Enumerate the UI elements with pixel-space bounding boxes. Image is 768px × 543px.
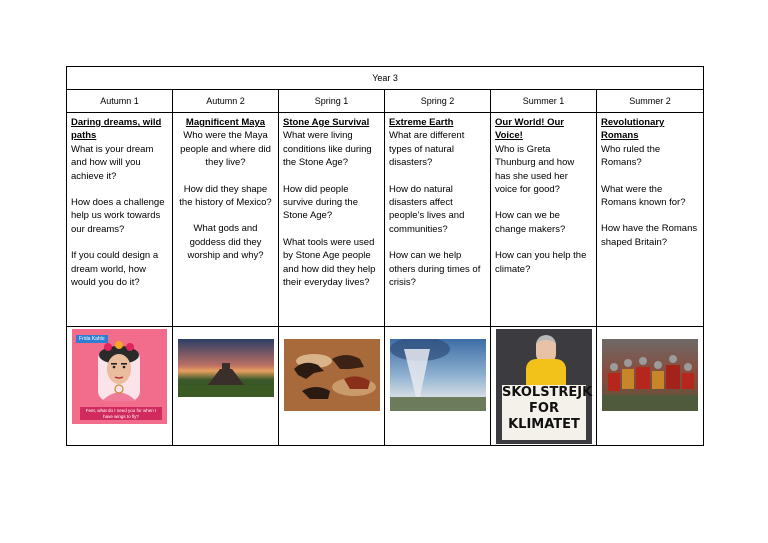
roman-soldiers-photo [602, 339, 698, 411]
question: How can we help others during times of crisis? [389, 250, 481, 289]
question: What were the Romans known for? [601, 183, 686, 209]
question: How do natural disasters affect people’s lives and communities? [389, 183, 465, 235]
tornado-photo [390, 339, 486, 411]
protest-sign [502, 385, 593, 440]
question: What tools were used by Stone Age people and how did they help their everyday lives? [283, 236, 376, 289]
question: If you could design a dream world, how would you do it? [71, 250, 159, 289]
poster-quote: Feet, what do I need you for when I have wings to fly? [80, 407, 162, 420]
year-heading: Year 3 [67, 67, 704, 90]
term-summer-1: Summer 1 [491, 90, 597, 113]
question: How does a challenge help us work towards our dreams? [71, 197, 165, 235]
question: Who ruled the Romans? [601, 143, 661, 169]
topic-title: Extreme Earth [389, 117, 454, 128]
topic-title: Magnificent Maya [185, 117, 266, 128]
question: How have the Romans shaped Britain? [601, 223, 698, 248]
tornado-funnel [390, 339, 486, 411]
term-autumn-1: Autumn 1 [67, 90, 173, 113]
spring-1-content [279, 113, 385, 327]
term-spring-1: Spring 1 [279, 90, 385, 113]
question: How did they shape the history of Mexico? [179, 183, 272, 209]
autumn-2-image-cell [173, 327, 279, 446]
autumn-1-image-cell [67, 327, 173, 446]
question: What is your dream and how will you achieve it? [71, 143, 154, 182]
topic-title: Daring dreams, wild paths [71, 117, 162, 142]
question: Who were the Maya people and where did they live? [180, 130, 271, 169]
question: What are different types of natural disasters? [389, 130, 465, 169]
sign-text: SKOLSTREJK FOR KLIMATET [502, 385, 593, 432]
term-spring-2: Spring 2 [385, 90, 491, 113]
spring-1-image-cell [279, 327, 385, 446]
question: How did people survive during the Stone Age? [283, 183, 358, 222]
topic-title: Revolutionary Romans [601, 117, 665, 142]
autumn-1-content [67, 113, 173, 327]
question: How can you help the climate? [495, 250, 587, 275]
topic-title: Stone Age Survival [283, 117, 370, 128]
maya-pyramid-photo [178, 339, 274, 397]
question: What gods and goddess did they worship and why? [187, 223, 264, 262]
frida-kahlo-poster [72, 329, 167, 424]
summer-1-content [491, 113, 597, 327]
greta-thunberg-photo [496, 329, 592, 444]
term-summer-2: Summer 2 [597, 90, 704, 113]
question: How can we be change makers? [495, 210, 566, 235]
topic-title: Our World! Our Voice! [495, 117, 564, 142]
autumn-2-content [173, 113, 279, 327]
cave-painting-photo [284, 339, 380, 411]
spring-2-content [385, 113, 491, 327]
question: Who is Greta Thunburg and how has she used her voice for good? [495, 143, 575, 196]
summer-2-image-cell [597, 327, 704, 446]
roman-legion-reenactors [602, 339, 698, 411]
summer-1-image-cell [491, 327, 597, 446]
cave-painting-animals [284, 339, 380, 411]
pyramid-silhouette [178, 339, 274, 397]
question: What were living conditions like during the Stone Age? [283, 130, 372, 169]
term-autumn-2: Autumn 2 [173, 90, 279, 113]
summer-2-content [597, 113, 704, 327]
poster-name-tag: Frida Kahlo [76, 335, 108, 343]
curriculum-table [66, 66, 704, 446]
spring-2-image-cell [385, 327, 491, 446]
